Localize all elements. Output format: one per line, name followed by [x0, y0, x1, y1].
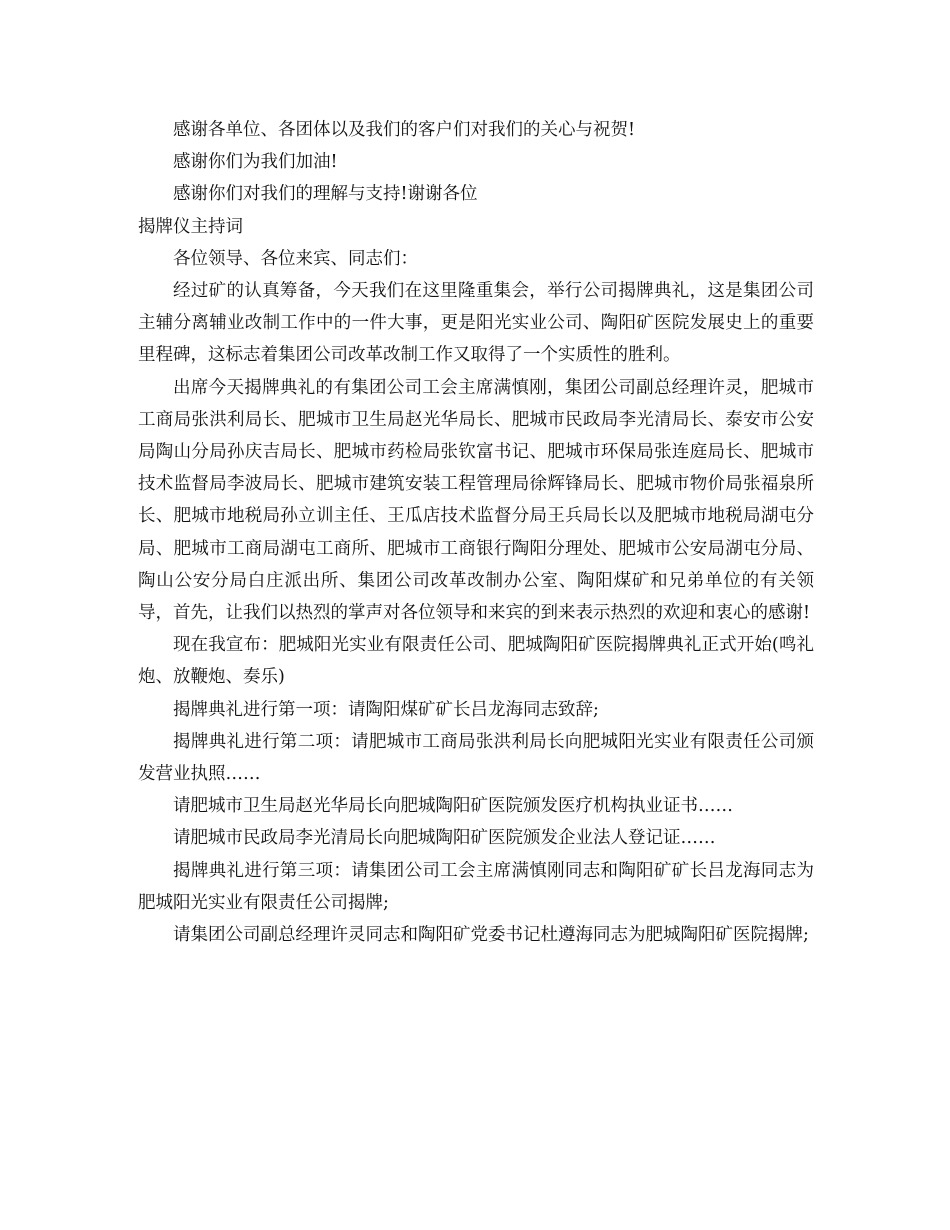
thanks-paragraph-1: 感谢各单位、各团体以及我们的客户们对我们的关心与祝贺! — [173, 120, 636, 140]
announcement-paragraph: 现在我宣布：肥城阳光实业有限责任公司、肥城陶阳矿医院揭牌典礼正式开始(鸣礼炮、放鞭炮、奏乐) — [138, 635, 814, 688]
document-page — [138, 114, 814, 951]
agenda-item-1: 揭牌典礼进行第一项：请陶阳煤矿矿长吕龙海同志致辞; — [173, 699, 599, 720]
agenda-item-3-sub-1: 请集团公司副总经理许灵同志和陶阳矿党委书记杜遵海同志为肥城陶阳矿医院揭牌; — [173, 925, 809, 946]
section-heading: 揭牌仪主持词 — [138, 216, 243, 237]
intro-paragraph: 经过矿的认真筹备，今天我们在这里隆重集会，举行公司揭牌典礼，这是集团公司主辅分离辅业改制工作中的一件大事，更是阳光实业公司、陶阳矿医院发展史上的重要里程碑，这标志着集团公司改革改制工作又取得了一个实质性的胜利。 — [138, 281, 814, 366]
salutation-paragraph: 各位领导、各位来宾、同志们： — [173, 248, 418, 269]
agenda-item-2: 揭牌典礼进行第二项：请肥城市工商局张洪利局长向肥城阳光实业有限责任公司颁发营业执照…… — [138, 731, 814, 785]
agenda-item-2-sub-1: 请肥城市卫生局赵光华局长向肥城陶阳矿医院颁发医疗机构执业证书…… — [173, 796, 733, 817]
attendees-paragraph: 出席今天揭牌典礼的有集团公司工会主席满慎刚，集团公司副总经理许灵，肥城市工商局张洪利局长、肥城市卫生局赵光华局长、肥城市民政局李光清局长、泰安市公安局陶山分局孙庆吉局长、肥城市药检局张钦富书记、肥城市环保局张连庭局长、肥城市技术监督局李波局长、肥城市建筑安装工程管理局徐辉锋局长、肥城市物价局张福泉所长、肥城市地税局孙立训主任、王瓜店技术监督分局王兵局长以及肥城市地税局湖屯分局、肥城市工商局湖屯工商所、肥城市工商银行陶阳分理处、肥城市公安局湖屯分局、陶山公安分局白庄派出所、集团公司改革改制办公室、陶阳煤矿和兄弟单位的有关领导，首先，让我们以热烈的掌声对各位领导和来宾的到来表示热烈的欢迎和衷心的感谢! — [138, 377, 814, 624]
thanks-paragraph-3: 感谢你们对我们的理解与支持!谢谢各位 — [173, 184, 478, 205]
agenda-item-3: 揭牌典礼进行第三项：请集团公司工会主席满慎刚同志和陶阳矿矿长吕龙海同志为肥城阳光实业有限责任公司揭牌; — [138, 860, 814, 913]
thanks-paragraph-2: 感谢你们为我们加油! — [173, 152, 338, 173]
agenda-item-2-sub-2: 请肥城市民政局李光清局长向肥城陶阳矿医院颁发企业法人登记证…… — [173, 828, 716, 849]
